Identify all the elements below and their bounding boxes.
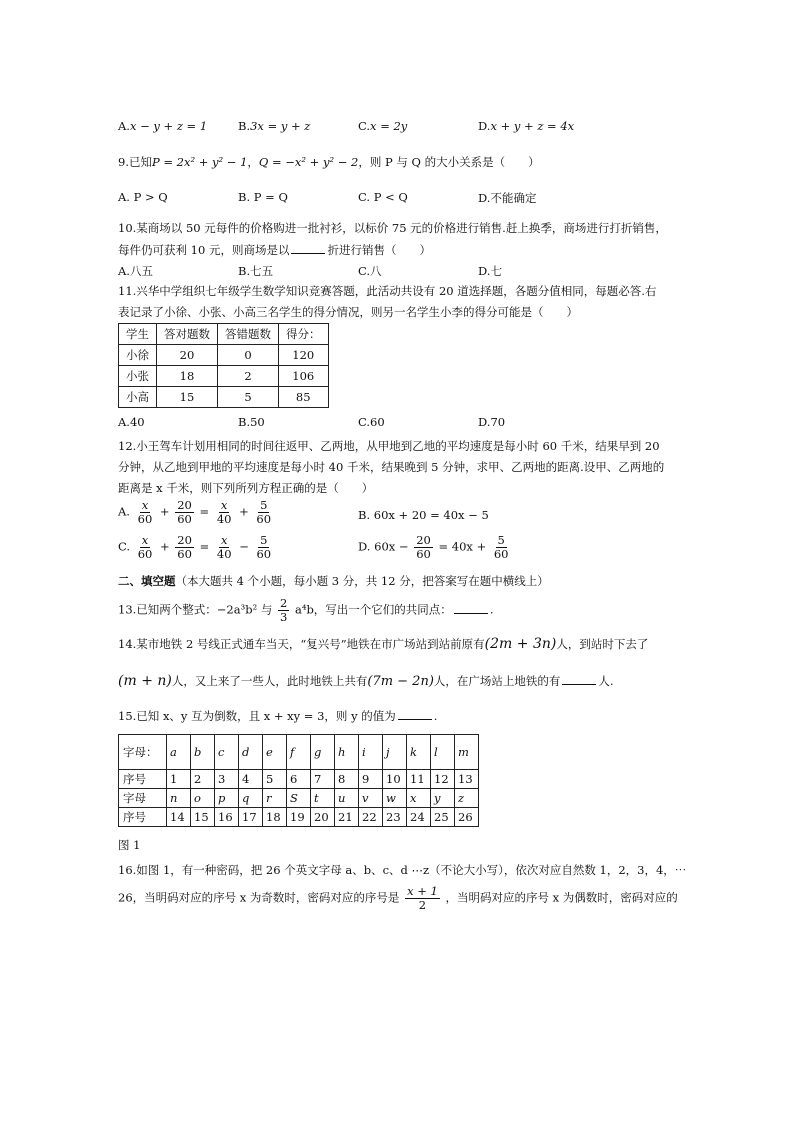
numerator: 5 [260, 498, 268, 512]
q16-line-2-post: ，当明码对应的序号 x 为偶数时，密码对应的 [445, 890, 678, 905]
q11-option-a: A.40 [118, 415, 145, 429]
table-row [119, 387, 329, 408]
option-expression: x + y + z = 4x [490, 119, 575, 133]
table-cell: 24 [407, 808, 431, 827]
option-expression: 3x = y + z [250, 119, 311, 133]
table-cell: 16 [215, 808, 239, 827]
table-cell: 19 [287, 808, 311, 827]
option-label: A. [118, 504, 130, 519]
q9-separator: ， [247, 155, 259, 169]
denominator: 60 [177, 547, 192, 562]
table-cell: z [455, 789, 479, 808]
table-cell: w [383, 789, 407, 808]
denominator: 60 [137, 547, 153, 562]
table-cell: 0 [218, 345, 279, 366]
q14-line-1 [118, 636, 648, 652]
q10-line-2-post: 折进行销售（ ） [327, 243, 431, 257]
table-cell: x [407, 789, 431, 808]
fraction [414, 534, 433, 561]
table-cell: j [383, 735, 407, 770]
q16-line-2 [118, 885, 678, 912]
denominator: 60 [137, 512, 153, 527]
table-row [119, 808, 479, 827]
denominator: 2 [418, 898, 427, 913]
q12-line-3: 距离是 x 千米，则下列所列方程正确的是（ ） [118, 481, 374, 495]
table-cell: 1 [167, 770, 191, 789]
table-cell: 12 [431, 770, 455, 789]
table-cell: 小张 [119, 366, 157, 387]
q11-option-b: B.50 [238, 415, 265, 429]
table-cell: 14 [167, 808, 191, 827]
letters-table [118, 734, 479, 827]
table-cell: 15 [157, 387, 218, 408]
fraction [215, 534, 234, 561]
score-table [118, 323, 329, 408]
q14-expression: (m + n) [118, 673, 172, 689]
q11-line-2: 表记录了小徐、小张、小高三名学生的得分情况，则另一名学生小李的得分可能是（ ） [118, 305, 578, 319]
option-label: D. 60x − [358, 539, 409, 554]
q14-line-2-mid: 人，又上来了一些人，此时地铁上共有 [171, 674, 368, 688]
table-cell: 17 [239, 808, 263, 827]
q13-post: a⁴b，写出一个它们的共同点： [294, 602, 452, 617]
table-header-cell: 字母 [119, 789, 167, 808]
table-cell: h [335, 735, 359, 770]
q11-option-d: D.70 [478, 415, 506, 429]
table-row [119, 735, 479, 770]
operator: + [239, 504, 249, 519]
table-cell: b [191, 735, 215, 770]
q9-p-definition: P = 2x² + y² − 1 [151, 155, 248, 169]
q13-end: . [489, 602, 494, 617]
table-cell: 21 [335, 808, 359, 827]
table-cell: t [311, 789, 335, 808]
table-cell: 8 [335, 770, 359, 789]
table-cell: 22 [359, 808, 383, 827]
table-cell: m [455, 735, 479, 770]
q8-option-c [358, 119, 407, 133]
numerator: x + 1 [407, 884, 438, 898]
table-header-cell: 序号 [119, 808, 167, 827]
fraction [254, 499, 273, 526]
table-cell: d [239, 735, 263, 770]
q14-line-2-post: 人，在广场站上地铁的有 [433, 674, 561, 688]
operator: − [239, 539, 249, 554]
table-cell: 25 [431, 808, 455, 827]
table-cell: 小徐 [119, 345, 157, 366]
q14-line-2-end: 人. [598, 674, 614, 688]
option-label: A. [118, 119, 130, 133]
q8-option-b [238, 119, 310, 133]
q14-line-2 [118, 673, 614, 689]
q10-option-d: D.七 [478, 264, 502, 278]
table-header-cell: 学生 [119, 324, 157, 345]
numerator: 5 [260, 533, 268, 547]
q11-line-1: 11.兴华中学组织七年级学生数学知识竞赛答题，此活动共设有 20 道选择题，各题分值相同，每题必答.右 [118, 284, 657, 298]
table-cell: 20 [311, 808, 335, 827]
q14-expression: (7m − 2n) [367, 674, 434, 689]
table-cell: 6 [287, 770, 311, 789]
table-cell: p [215, 789, 239, 808]
table-cell: 20 [157, 345, 218, 366]
fraction [136, 534, 155, 561]
q9-prefix: 9.已知 [118, 155, 152, 169]
operator: + [160, 539, 170, 554]
table-cell: v [359, 789, 383, 808]
denominator: 3 [280, 610, 288, 625]
table-cell: y [431, 789, 455, 808]
q13-pre: 13.已知两个整式：−2a³b² 与 [118, 602, 273, 617]
table-cell: 13 [455, 770, 479, 789]
section-description: （本大题共 4 个小题，每小题 3 分，共 12 分，把答案写在题中横线上） [175, 574, 549, 588]
answer-blank [291, 242, 325, 254]
table-row [119, 770, 479, 789]
answer-blank [454, 602, 488, 614]
numerator: 5 [497, 533, 505, 547]
table-cell: 11 [407, 770, 431, 789]
fraction [405, 885, 440, 912]
table-cell: r [263, 789, 287, 808]
fraction [254, 534, 273, 561]
q16-line-2-pre: 26，当明码对应的序号 x 为奇数时，密码对应的序号是 [118, 890, 400, 905]
table-cell: S [287, 789, 311, 808]
table-header-cell: 序号 [119, 770, 167, 789]
q15-stem [118, 708, 437, 724]
table-cell: 23 [383, 808, 407, 827]
q9-option-c: C. P < Q [358, 190, 408, 204]
fraction [215, 499, 234, 526]
fraction [278, 597, 289, 624]
numerator: 20 [416, 533, 431, 547]
q15-end: . [433, 709, 438, 723]
section-title: 二、填空题 [118, 574, 176, 588]
table-cell: n [167, 789, 191, 808]
table-cell: u [335, 789, 359, 808]
q13-stem [118, 597, 493, 624]
table-header-cell: 字母： [119, 735, 167, 770]
table-cell: 4 [239, 770, 263, 789]
option-label: C. [358, 119, 371, 133]
table-header-row [119, 324, 329, 345]
table-cell: 9 [359, 770, 383, 789]
q14-line-1-post: 人，到站时下去了 [556, 637, 649, 651]
operator: + [159, 504, 170, 519]
table-cell: 2 [191, 770, 215, 789]
denominator: 40 [216, 512, 232, 527]
q9-suffix: ，则 P 与 Q 的大小关系是（ ） [358, 155, 540, 169]
table-cell: 120 [279, 345, 329, 366]
q12-option-d [358, 534, 513, 561]
table-cell: 18 [263, 808, 287, 827]
denominator: 60 [256, 547, 272, 562]
denominator: 60 [416, 547, 431, 562]
q10-line-2 [118, 242, 431, 258]
table-cell: 2 [218, 366, 279, 387]
q10-line-1: 10.某商场以 50 元每件的价格购进一批衬衫，以标价 75 元的价格进行销售.赶上换季，商场进行打折销售， [118, 221, 667, 235]
section-heading [118, 573, 549, 589]
fraction [136, 499, 155, 526]
table-cell: 26 [455, 808, 479, 827]
option-expression: x = 2y [370, 119, 408, 133]
table-cell: 18 [157, 366, 218, 387]
table-cell: i [359, 735, 383, 770]
table-cell: 5 [218, 387, 279, 408]
table-row [119, 366, 329, 387]
figure-caption: 图 1 [118, 838, 141, 852]
denominator: 60 [256, 512, 272, 527]
numerator: x [220, 533, 228, 547]
q9-option-a: A. P > Q [118, 190, 168, 204]
table-row [119, 345, 329, 366]
denominator: 60 [493, 547, 509, 562]
expression-mid: = 40x + [438, 539, 487, 554]
table-cell: 106 [279, 366, 329, 387]
table-cell: q [239, 789, 263, 808]
table-row [119, 789, 479, 808]
q9-option-b: B. P = Q [238, 190, 288, 204]
q12-option-c [118, 534, 275, 561]
table-header-cell: 答错题数 [218, 324, 279, 345]
table-cell: 15 [191, 808, 215, 827]
q15-pre: 15.已知 x、y 互为倒数，且 x + xy = 3，则 y 的值为 [118, 709, 396, 723]
q10-option-c: C.八 [358, 264, 382, 278]
table-cell: a [167, 735, 191, 770]
fraction [492, 534, 511, 561]
fraction [175, 499, 194, 526]
table-cell: 5 [263, 770, 287, 789]
table-cell: o [191, 789, 215, 808]
option-label: B. [238, 119, 251, 133]
table-cell: f [287, 735, 311, 770]
operator: = [199, 504, 210, 519]
table-cell: 小高 [119, 387, 157, 408]
table-cell: c [215, 735, 239, 770]
answer-blank [562, 673, 596, 685]
numerator: x [220, 498, 228, 512]
q12-option-b: B. 60x + 20 = 40x − 5 [358, 508, 489, 522]
answer-blank [398, 708, 432, 720]
q9-option-d: D.不能确定 [478, 191, 537, 205]
table-cell: e [263, 735, 287, 770]
q9-stem [118, 154, 540, 170]
numerator: x [141, 533, 149, 547]
denominator: 60 [177, 512, 192, 527]
q10-option-a: A.八五 [118, 264, 153, 278]
option-label: D. [478, 119, 491, 133]
q16-line-1: 16.如图 1，有一种密码，把 26 个英文字母 a、b、c、d ⋯z（不论大小写），依次对应自然数 1，2，3，4，⋯ [118, 863, 687, 877]
q8-option-d [478, 119, 574, 133]
q8-option-a [118, 119, 207, 133]
table-cell: l [431, 735, 455, 770]
option-expression: x − y + z = 1 [129, 119, 208, 133]
numerator: x [141, 498, 149, 512]
q12-line-1: 12.小王驾车计划用相同的时间往返甲、乙两地，从甲地到乙地的平均速度是每小时 60 千米，结果早到 20 [118, 439, 660, 453]
q9-q-definition: Q = −x² + y² − 2 [258, 155, 359, 169]
table-header-cell: 得分： [279, 324, 329, 345]
q12-line-2: 分钟，从乙地到甲地的平均速度是每小时 40 千米，结果晚到 5 分钟，求甲、乙两地的距离.设甲、乙两地的 [118, 460, 665, 474]
denominator: 40 [216, 547, 232, 562]
numerator: 20 [177, 533, 192, 547]
q14-expression: (2m + 3n) [484, 636, 557, 652]
numerator: 2 [280, 596, 288, 610]
option-label: C. [118, 539, 131, 554]
q11-option-c: C.60 [358, 415, 385, 429]
numerator: 20 [177, 498, 192, 512]
q10-line-2-pre: 每件仍可获利 10 元，则商场是以 [118, 243, 290, 257]
fraction [175, 534, 194, 561]
q12-option-a [118, 499, 275, 526]
table-cell: g [311, 735, 335, 770]
table-cell: 10 [383, 770, 407, 789]
q10-option-b: B.七五 [238, 264, 274, 278]
q14-line-1-pre: 14.某市地铁 2 号线正式通车当天，“复兴号”地铁在市广场站到站前原有 [118, 637, 485, 651]
table-cell: 7 [311, 770, 335, 789]
table-cell: 3 [215, 770, 239, 789]
table-cell: 85 [279, 387, 329, 408]
table-cell: k [407, 735, 431, 770]
operator: = [199, 539, 210, 554]
table-header-cell: 答对题数 [157, 324, 218, 345]
